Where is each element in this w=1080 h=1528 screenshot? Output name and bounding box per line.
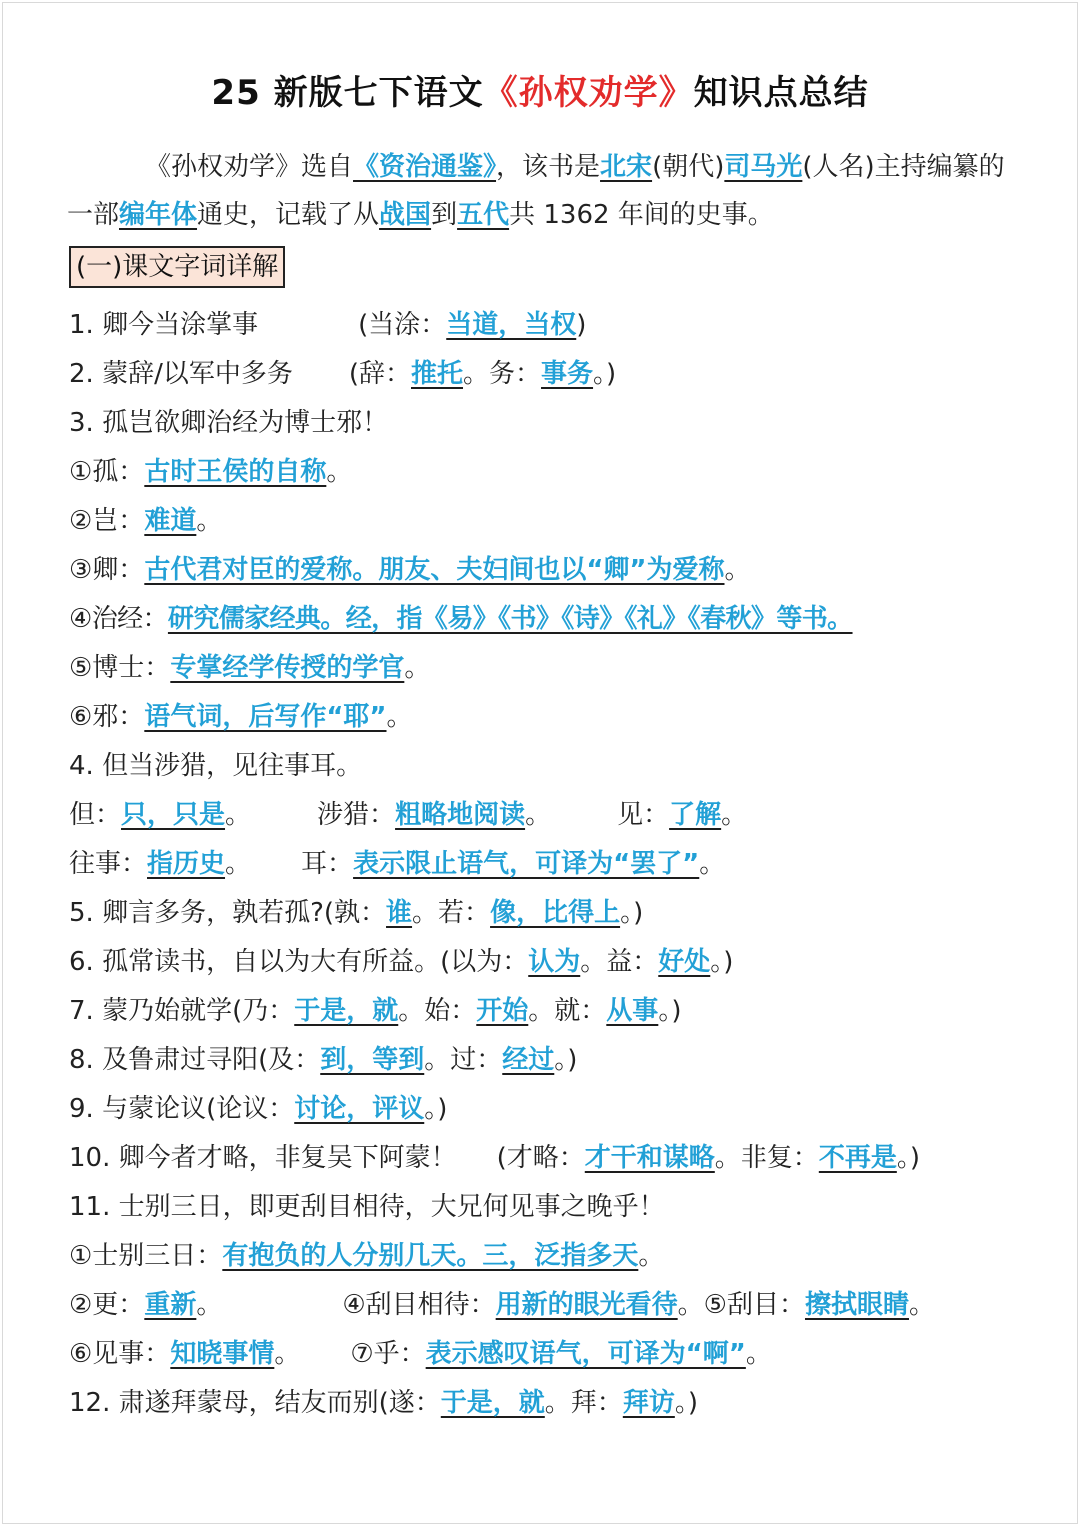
list-item	[69, 840, 1039, 889]
gloss-answer: 专掌经学传授的学官	[170, 653, 405, 683]
list-item	[69, 1036, 1039, 1085]
gloss-label: 。)	[658, 996, 682, 1026]
list-item	[69, 546, 1039, 595]
gloss-label: ⑦乎：	[350, 1339, 426, 1369]
gloss-label: (及：	[258, 1045, 321, 1075]
gloss-label: 。	[326, 457, 353, 487]
gloss-answer: 从事	[606, 996, 659, 1026]
gloss-answer: 指历史	[147, 849, 226, 879]
intro-text: ，该书是	[496, 152, 601, 182]
gloss-label: ⑥见事：	[69, 1339, 171, 1369]
document-page	[2, 2, 1078, 1524]
gloss-label: (才略：	[496, 1143, 585, 1173]
gloss-label: 。非复：	[714, 1143, 819, 1173]
gloss-answer: 有抱负的人分别几天。三，泛指多天	[222, 1241, 639, 1271]
sentence: 10. 卿今者才略，非复吴下阿蒙！	[69, 1143, 457, 1173]
list-item	[69, 1232, 1039, 1281]
gloss-label: 。就：	[528, 996, 607, 1026]
gloss-answer: 于是，就	[294, 996, 399, 1026]
list-item	[69, 595, 1039, 644]
list-item	[69, 1379, 1039, 1428]
gloss-answer: 了解	[669, 800, 722, 830]
gloss-label: 。益：	[580, 947, 659, 977]
gloss-label: ①孤：	[69, 457, 145, 487]
intro-text: 到	[431, 200, 458, 230]
gloss-answer: 知晓事情	[170, 1339, 275, 1369]
gloss-answer: 语气词，后写作“耶”	[144, 702, 387, 732]
gloss-answer: 认为	[528, 947, 581, 977]
list-item	[69, 644, 1039, 693]
list-item	[69, 399, 1039, 448]
gloss-label: 。)	[593, 359, 617, 389]
gloss-label: 。)	[896, 1143, 920, 1173]
intro-paragraph	[67, 143, 1027, 239]
gloss-label: ④治经：	[69, 604, 168, 634]
list-item	[69, 1134, 1039, 1183]
gloss-label: ②更：	[69, 1290, 145, 1320]
intro-text: (人名)主持编纂的一部	[67, 152, 1005, 230]
list-item	[69, 1183, 1039, 1232]
intro-answer: 五代	[457, 200, 510, 230]
gloss-answer: 像，比得上	[490, 898, 621, 928]
intro-answer: 北宋	[600, 152, 653, 182]
gloss-label: 。	[721, 800, 748, 830]
intro-text: 《孙权劝学》选自	[145, 152, 354, 182]
list-item	[69, 1281, 1039, 1330]
gloss-answer: 到，等到	[320, 1045, 425, 1075]
gloss-label: 。拜：	[544, 1388, 623, 1418]
list-item	[69, 448, 1039, 497]
gloss-label: 。若：	[412, 898, 491, 928]
sentence: 12. 肃遂拜蒙母，结友而别	[69, 1388, 379, 1418]
gloss-answer: 才干和谋略	[584, 1143, 715, 1173]
gloss-label: 。	[909, 1290, 936, 1320]
list-item	[69, 1330, 1039, 1379]
intro-text: (朝代)	[652, 152, 725, 182]
gloss-label: 。)	[424, 1094, 448, 1124]
gloss-label: 涉猎：	[317, 800, 396, 830]
gloss-answer: 经过	[502, 1045, 555, 1075]
gloss-answer: 只，只是	[121, 800, 226, 830]
list-item	[69, 350, 1039, 399]
list-item	[69, 1085, 1039, 1134]
intro-answer: 《资治通鉴》	[353, 152, 497, 182]
gloss-label: 。	[225, 800, 252, 830]
gloss-label: 。)	[674, 1388, 698, 1418]
gloss-label: 。	[699, 849, 726, 879]
gloss-label: 。⑤刮目：	[677, 1290, 805, 1320]
gloss-answer: 粗略地阅读	[395, 800, 526, 830]
gloss-label: ④刮目相待：	[342, 1290, 496, 1320]
gloss-answer: 于是，就	[440, 1388, 545, 1418]
gloss-answer: 古时王侯的自称	[144, 457, 327, 487]
gloss-answer: 开始	[476, 996, 529, 1026]
gloss-answer: 好处	[658, 947, 711, 977]
gloss-label: 耳：	[301, 849, 354, 879]
sentence: 7. 蒙乃始就学	[69, 996, 233, 1026]
gloss-label: 往事：	[69, 849, 148, 879]
gloss-answer: 表示限止语气，可译为“罢了”	[353, 849, 700, 879]
intro-answer: 编年体	[119, 200, 198, 230]
gloss-label: ③卿：	[69, 555, 145, 585]
gloss-label: 但：	[69, 800, 122, 830]
vocab-list	[69, 301, 1039, 1428]
sentence: 1. 卿今当涂掌事	[69, 310, 259, 340]
sentence: 5. 卿言多务，孰若孤?	[69, 898, 324, 928]
gloss-answer: 重新	[144, 1290, 197, 1320]
gloss-label: (以为：	[440, 947, 529, 977]
gloss-answer: 谁	[386, 898, 413, 928]
title-suffix: 知识点总结	[693, 73, 869, 113]
title-highlight: 《孙权劝学》	[483, 73, 694, 113]
intro-answer: 司马光	[724, 152, 803, 182]
gloss-label: 。	[386, 702, 413, 732]
intro-text: 通史，记载了从	[197, 200, 380, 230]
gloss-answer: 讨论，评议	[294, 1094, 425, 1124]
gloss-answer: 表示感叹语气，可译为“啊”	[425, 1339, 746, 1369]
gloss-label: ①士别三日：	[69, 1241, 223, 1271]
gloss-label: 。)	[710, 947, 734, 977]
gloss-label: (乃：	[232, 996, 295, 1026]
gloss-label: 。	[525, 800, 552, 830]
gloss-answer: 推托	[411, 359, 464, 389]
list-item	[69, 889, 1039, 938]
gloss-label: 见：	[617, 800, 670, 830]
gloss-label: 。始：	[398, 996, 477, 1026]
gloss-label: 。)	[620, 898, 644, 928]
gloss-label: (孰：	[323, 898, 387, 928]
gloss-answer: 当道，当权	[446, 310, 577, 340]
gloss-answer: 古代君对臣的爱称。朋友、夫妇间也以“卿”为爱称	[144, 555, 725, 585]
gloss-label: 。)	[554, 1045, 578, 1075]
gloss-label: 。	[745, 1339, 772, 1369]
gloss-label: 。	[196, 506, 223, 536]
page-title	[3, 65, 1077, 114]
gloss-answer: 不再是	[818, 1143, 897, 1173]
list-item	[69, 497, 1039, 546]
list-item	[69, 301, 1039, 350]
gloss-label: (当涂：	[358, 310, 447, 340]
section-heading: (一)课文字词详解	[69, 246, 285, 288]
title-prefix: 25 新版七下语文	[211, 73, 484, 113]
gloss-answer: 事务	[541, 359, 594, 389]
list-item	[69, 938, 1039, 987]
gloss-label: ⑥邪：	[69, 702, 145, 732]
gloss-label: (论议：	[206, 1094, 295, 1124]
gloss-label: ⑤博士：	[69, 653, 171, 683]
sentence: 9. 与蒙论议	[69, 1094, 207, 1124]
sentence: 6. 孤常读书，自以为大有所益。	[69, 947, 441, 977]
gloss-label: (辞：	[348, 359, 411, 389]
list-item	[69, 987, 1039, 1036]
gloss-label: 。	[404, 653, 431, 683]
gloss-answer: 擦拭眼睛	[804, 1290, 909, 1320]
gloss-label: 。务：	[463, 359, 542, 389]
gloss-label: (遂：	[378, 1388, 441, 1418]
sentence: 4. 但当涉猎，见往事耳。	[69, 751, 363, 781]
sentence: 3. 孤岂欲卿治经为博士邪！	[69, 408, 389, 438]
gloss-answer: 难道	[144, 506, 197, 536]
gloss-label: 。	[724, 555, 751, 585]
gloss-label: 。过：	[424, 1045, 503, 1075]
sentence: 11. 士别三日，即更刮目相待，大兄何见事之晚乎！	[69, 1192, 665, 1222]
list-item	[69, 742, 1039, 791]
sentence: 2. 蒙辞/以军中多务	[69, 359, 293, 389]
gloss-label: 。	[638, 1241, 665, 1271]
gloss-answer: 研究儒家经典。经，指《易》《书》《诗》《礼》《春秋》等书。	[167, 604, 853, 634]
gloss-label: 。	[274, 1339, 301, 1369]
gloss-answer: 拜访	[622, 1388, 675, 1418]
list-item	[69, 791, 1039, 840]
gloss-label: ②岂：	[69, 506, 145, 536]
gloss-answer: 用新的眼光看待	[495, 1290, 678, 1320]
gloss-label: 。	[196, 1290, 223, 1320]
list-item	[69, 693, 1039, 742]
gloss-label: )	[576, 310, 587, 340]
gloss-label: 。	[225, 849, 252, 879]
intro-answer: 战国	[379, 200, 432, 230]
sentence: 8. 及鲁肃过寻阳	[69, 1045, 259, 1075]
intro-text: 共 1362 年间的史事。	[509, 200, 774, 230]
